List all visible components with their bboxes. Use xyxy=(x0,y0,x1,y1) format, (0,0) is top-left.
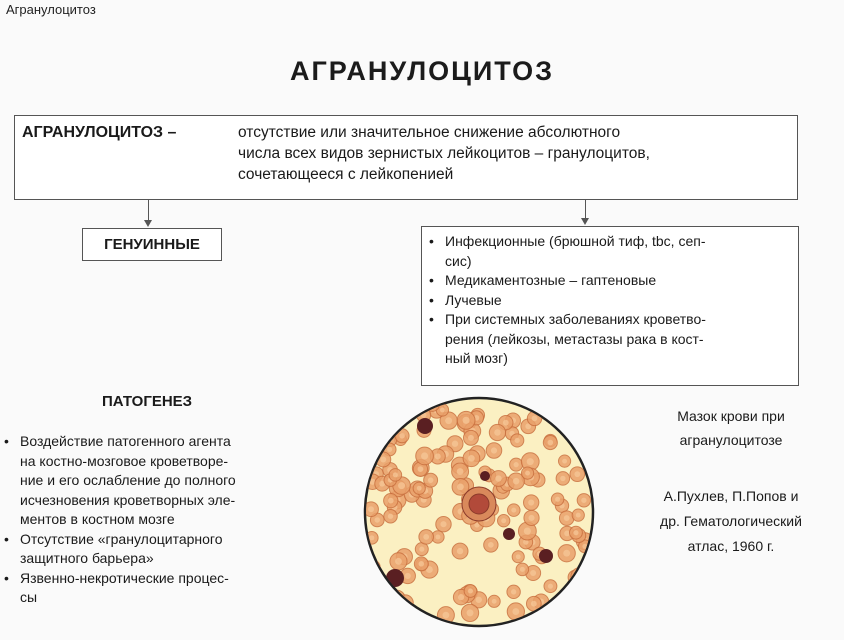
definition-text xyxy=(238,122,798,185)
list-item-text: сис) xyxy=(445,252,472,269)
arrow-right-head xyxy=(581,218,589,225)
cell-center xyxy=(385,591,391,597)
cell-center xyxy=(463,417,470,424)
cell-center xyxy=(576,513,581,518)
list-item xyxy=(4,471,334,491)
page-title: Агранулоцитоз xyxy=(6,2,96,17)
cell-center xyxy=(514,462,519,467)
cell-center xyxy=(511,508,516,513)
bullet-icon: • xyxy=(429,272,434,288)
cell-center xyxy=(562,459,567,464)
cell-center xyxy=(548,584,553,589)
red-blood-cell xyxy=(382,412,395,425)
cell-center xyxy=(457,468,464,475)
red-blood-cell xyxy=(364,607,380,623)
caption-line: атлас, 1960 г. xyxy=(687,538,775,554)
red-blood-cell xyxy=(373,598,391,616)
list-item-text: защитного барьера» xyxy=(20,550,154,566)
cell-center xyxy=(555,497,560,502)
cell-center xyxy=(440,521,446,527)
cell-center xyxy=(440,407,445,412)
bullet-icon: • xyxy=(429,291,434,308)
cell-center xyxy=(386,405,392,411)
lymphocyte-cell xyxy=(539,549,553,563)
list-item xyxy=(4,530,334,550)
cell-center xyxy=(563,550,570,557)
cell-center xyxy=(511,589,516,594)
list-item xyxy=(4,588,334,608)
cell-center xyxy=(581,498,586,503)
acquired-list xyxy=(429,232,799,369)
list-item-text: ный мозг) xyxy=(445,350,508,366)
cell-center xyxy=(370,564,376,570)
cell-center xyxy=(435,534,440,539)
cell-center xyxy=(417,486,422,491)
list-item-text: Лучевые xyxy=(445,291,502,308)
cell-center xyxy=(503,420,509,426)
list-item-text: Медикаментозные – гаптеновые xyxy=(445,272,657,288)
list-item xyxy=(429,310,799,330)
list-item xyxy=(429,232,799,252)
list-item-text: ние и его ослабление до полного xyxy=(20,472,236,488)
cell-center xyxy=(369,612,375,618)
list-item-text: Язвенно-некротические процес- xyxy=(20,569,229,586)
bullet-icon: • xyxy=(4,433,9,449)
cell-center xyxy=(501,518,506,523)
main-title: АГРАНУЛОЦИТОЗ xyxy=(289,56,555,86)
genuine-box: ГЕНУИННЫЕ xyxy=(82,228,222,261)
definition-line: числа всех видов зернистых лейкоцитов – гранулоцитов, xyxy=(238,145,650,162)
list-item-text: сы xyxy=(20,589,38,605)
list-item xyxy=(4,452,334,472)
list-item xyxy=(4,432,334,452)
list-item-text: При системных заболеваниях кроветво- xyxy=(445,311,706,327)
pathogenesis-list xyxy=(4,432,334,608)
list-item-text: Инфекционные (брюшной тиф, tbc, сеп- xyxy=(445,233,706,249)
list-item xyxy=(4,549,334,569)
lymphocyte-cell xyxy=(480,471,490,481)
cell-center xyxy=(528,515,534,521)
cell-center xyxy=(560,476,565,481)
cell-center xyxy=(527,458,534,465)
cell-center xyxy=(467,609,474,616)
cell-center xyxy=(574,471,580,477)
arrow-left-line xyxy=(148,200,149,221)
list-item-text: исчезновения кроветворных эле- xyxy=(20,491,236,508)
cell-center xyxy=(512,608,519,615)
caption-line: А.Пухлев, П.Попов и xyxy=(663,488,799,504)
cell-center xyxy=(418,466,424,472)
cell-center xyxy=(516,554,521,559)
cell-center xyxy=(369,535,374,540)
cell-center xyxy=(476,597,482,603)
list-item-text: на костно-мозговое кроветворе- xyxy=(20,452,229,469)
cell-center xyxy=(380,456,386,462)
cell-center xyxy=(378,603,385,610)
cell-center xyxy=(560,606,566,612)
cell-center xyxy=(548,440,554,446)
cell-center xyxy=(405,573,411,579)
list-item xyxy=(4,569,334,589)
cell-center xyxy=(468,588,473,593)
list-item-text: Отсутствие «гранулоцитарного xyxy=(20,530,223,547)
cell-center xyxy=(457,548,463,554)
list-item xyxy=(429,330,799,350)
cell-center xyxy=(421,452,428,459)
cell-center xyxy=(404,401,411,408)
cell-center xyxy=(532,416,538,422)
cell-center xyxy=(577,601,584,608)
cell-center xyxy=(394,595,400,601)
cell-center xyxy=(573,530,578,535)
pathogenesis-title: ПАТОГЕНЕЗ xyxy=(102,393,193,410)
cell-center xyxy=(468,435,474,441)
cell-center xyxy=(393,472,398,477)
cell-center xyxy=(524,528,531,535)
cell-center xyxy=(576,573,583,580)
bullet-icon: • xyxy=(429,233,434,249)
list-item xyxy=(429,291,799,311)
red-blood-cell xyxy=(399,396,416,413)
red-blood-cell xyxy=(578,579,595,596)
cell-center xyxy=(419,561,425,567)
cell-center xyxy=(395,558,402,565)
list-item xyxy=(429,271,799,291)
caption-line: агранулоцитозе xyxy=(679,432,783,448)
cell-center xyxy=(388,498,394,504)
cell-center xyxy=(513,478,520,485)
cell-center xyxy=(564,515,570,521)
cell-center xyxy=(386,416,391,421)
cell-center xyxy=(423,534,429,540)
cell-center xyxy=(495,475,501,481)
cell-center xyxy=(492,599,497,604)
cell-center xyxy=(388,514,393,519)
list-item-text: Воздействие патогенного агента xyxy=(20,433,231,449)
cell-center xyxy=(452,441,458,447)
red-blood-cell xyxy=(555,602,569,616)
cell-center xyxy=(563,424,569,430)
cell-center xyxy=(531,601,537,607)
cell-center xyxy=(458,594,464,600)
red-blood-cell xyxy=(381,597,394,610)
cell-center xyxy=(443,612,450,619)
cell-center xyxy=(398,482,405,489)
red-blood-cell xyxy=(381,401,396,416)
cell-center xyxy=(387,447,392,452)
bullet-icon: • xyxy=(4,530,9,547)
bullet-icon: • xyxy=(4,569,9,586)
cell-center xyxy=(494,429,501,436)
caption-line: др. Гематологический xyxy=(660,513,802,529)
cell-center xyxy=(515,438,520,443)
cell-center xyxy=(491,447,497,453)
lymphocyte-cell xyxy=(386,569,404,587)
cell-center xyxy=(386,601,391,606)
definition-line: сочетающееся с лейкопенией xyxy=(238,166,454,183)
monocyte-cell xyxy=(469,494,489,514)
caption-line: Мазок крови при xyxy=(677,408,785,424)
bullet-icon: • xyxy=(429,311,434,327)
cell-center xyxy=(583,584,590,591)
arrow-left-head xyxy=(144,220,152,227)
blood-smear-image xyxy=(363,396,595,628)
definition-term: АГРАНУЛОЦИТОЗ – xyxy=(22,124,177,141)
cell-center xyxy=(428,477,434,483)
lymphocyte-cell xyxy=(417,418,433,434)
list-item xyxy=(4,491,334,511)
cell-center xyxy=(419,547,424,552)
cell-center xyxy=(528,499,534,505)
cell-center xyxy=(457,483,464,490)
cell-center xyxy=(525,471,530,476)
cell-center xyxy=(520,567,525,572)
cell-center xyxy=(445,417,452,424)
cell-center xyxy=(368,506,374,512)
list-item-text: рения (лейкозы, метастазы рака в кост- xyxy=(445,330,704,347)
cell-center xyxy=(372,571,378,577)
cell-center xyxy=(468,455,475,462)
cell-center xyxy=(375,517,380,522)
list-item xyxy=(429,349,799,369)
cell-center xyxy=(488,542,494,548)
list-item xyxy=(429,252,799,272)
red-blood-cell xyxy=(572,596,589,613)
cell-center xyxy=(399,433,405,439)
cell-center xyxy=(530,570,536,576)
definition-line: отсутствие или значительное снижение абсолютного xyxy=(238,124,621,141)
list-item-text: ментов в костном мозге xyxy=(20,511,175,527)
list-item xyxy=(4,510,334,530)
cell-center xyxy=(435,453,441,459)
lymphocyte-cell xyxy=(503,528,515,540)
arrow-right-line xyxy=(585,200,586,219)
